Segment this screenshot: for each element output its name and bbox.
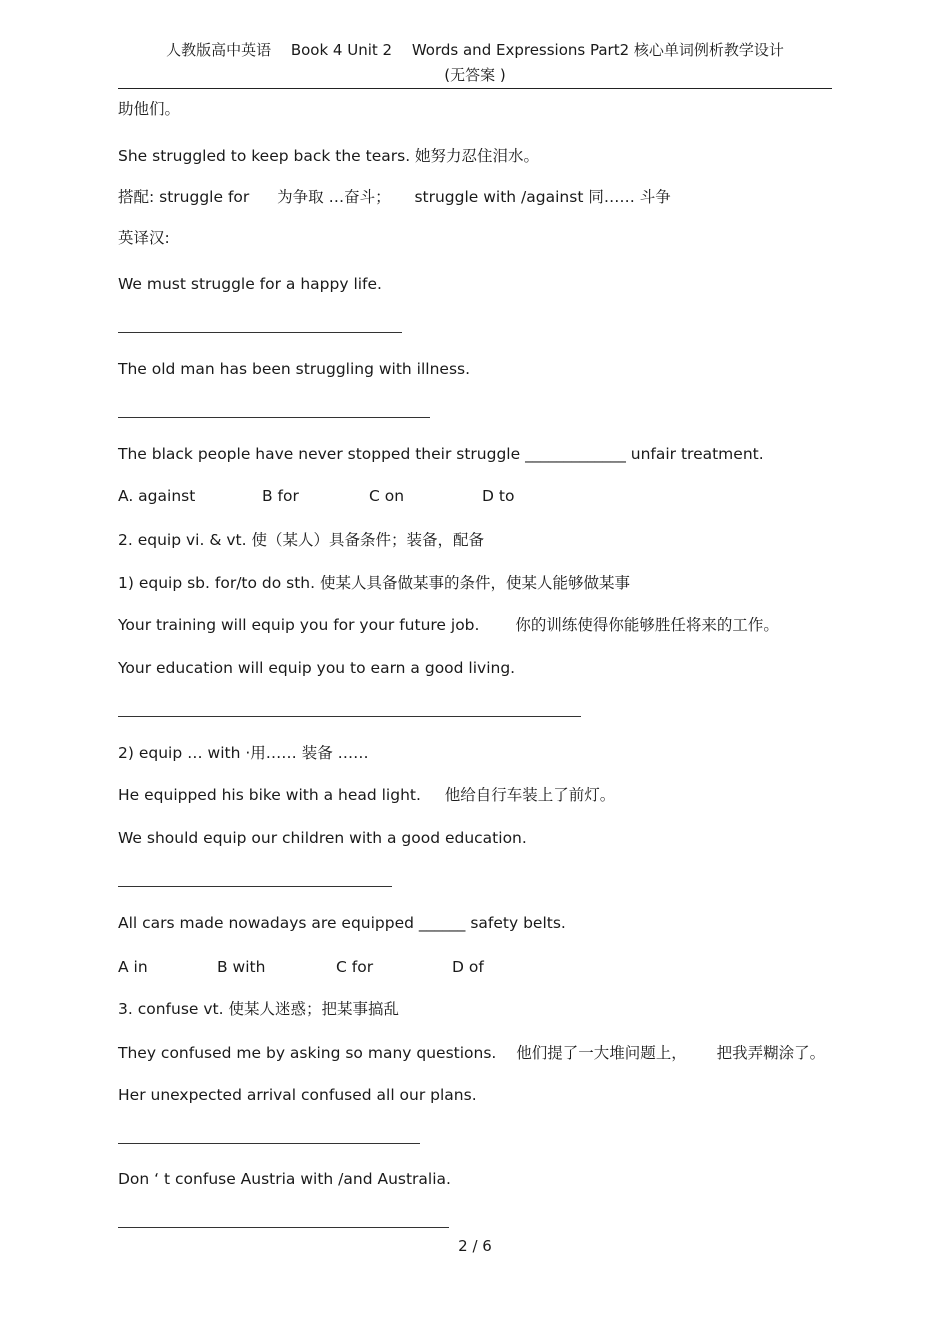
example-sentence: Her unexpected arrival confused all our plans. — [118, 1086, 477, 1104]
collocation-struggle-with: struggle with /against 同…… 斗争 — [414, 188, 671, 206]
collocation-struggle-for: 搭配: struggle for — [118, 188, 250, 206]
option-a: A. against — [118, 487, 196, 505]
answer-blank — [118, 332, 402, 333]
example-zh: 你的训练使得你能够胜任将来的工作。 — [515, 616, 779, 634]
text-line: She struggled to keep back the tears. 她努力忍住泪水。 — [118, 147, 540, 165]
options-q1 — [118, 486, 514, 506]
answer-blank — [118, 886, 392, 887]
header-subtitle: (无答案 ) — [444, 66, 506, 84]
example-en: Your training will equip you for your future job. — [118, 616, 480, 634]
question-sentence: The black people have never stopped their struggle _____________ unfair treatment. — [118, 445, 764, 463]
example-en: He equipped his bike with a head light. — [118, 786, 421, 804]
option-c: C on — [369, 487, 405, 505]
example-en: They confused me by asking so many questions. — [118, 1044, 497, 1062]
option-b: B with — [217, 958, 266, 976]
usage-line: 2) equip … with ·用…… 装备 …… — [118, 744, 369, 762]
question-sentence: All cars made nowadays are equipped ______ safety belts. — [118, 914, 566, 932]
header-rule — [118, 88, 832, 89]
text-line: 助他们。 — [118, 100, 181, 118]
answer-blank — [118, 1143, 420, 1144]
example-sentence: We must struggle for a happy life. — [118, 275, 382, 293]
collocation-meaning: 为争取 …奋斗； — [277, 188, 391, 206]
section-label: 英译汉: — [118, 229, 170, 247]
example-line — [118, 615, 779, 635]
collocation-line — [118, 187, 671, 207]
answer-blank — [118, 1227, 449, 1228]
option-b: B for — [262, 487, 299, 505]
usage-line: 1) equip sb. for/to do sth. 使某人具备做某事的条件，使某人能够做某事 — [118, 574, 630, 592]
word-heading: 3. confuse vt. 使某人迷惑；把某事搞乱 — [118, 1000, 399, 1018]
example-line — [118, 785, 615, 805]
option-c: C for — [336, 958, 374, 976]
page-header — [118, 38, 832, 88]
example-sentence: Your education will equip you to earn a good living. — [118, 659, 516, 677]
option-a: A in — [118, 958, 148, 976]
header-title: 人教版高中英语 Book 4 Unit 2 Words and Expressions Part2 核心单词例析教学设计 — [166, 41, 784, 59]
options-q2 — [118, 957, 484, 977]
word-heading: 2. equip vi. & vt. 使（某人）具备条件；装备，配备 — [118, 531, 484, 549]
example-zh-cont: 把我弄糊涂了。 — [716, 1044, 826, 1062]
option-d: D of — [452, 958, 484, 976]
page-number: 2 / 6 — [458, 1237, 492, 1255]
option-d: D to — [482, 487, 515, 505]
example-zh: 他们提了一大堆问题上， — [516, 1044, 687, 1062]
example-sentence: We should equip our children with a good education. — [118, 829, 527, 847]
example-line — [118, 1043, 825, 1063]
answer-blank — [118, 417, 430, 418]
example-sentence: Don ‘ t confuse Austria with /and Australia. — [118, 1170, 451, 1188]
example-zh: 他给自行车装上了前灯。 — [444, 786, 616, 804]
answer-blank — [118, 716, 581, 717]
example-sentence: The old man has been struggling with illness. — [118, 360, 471, 378]
